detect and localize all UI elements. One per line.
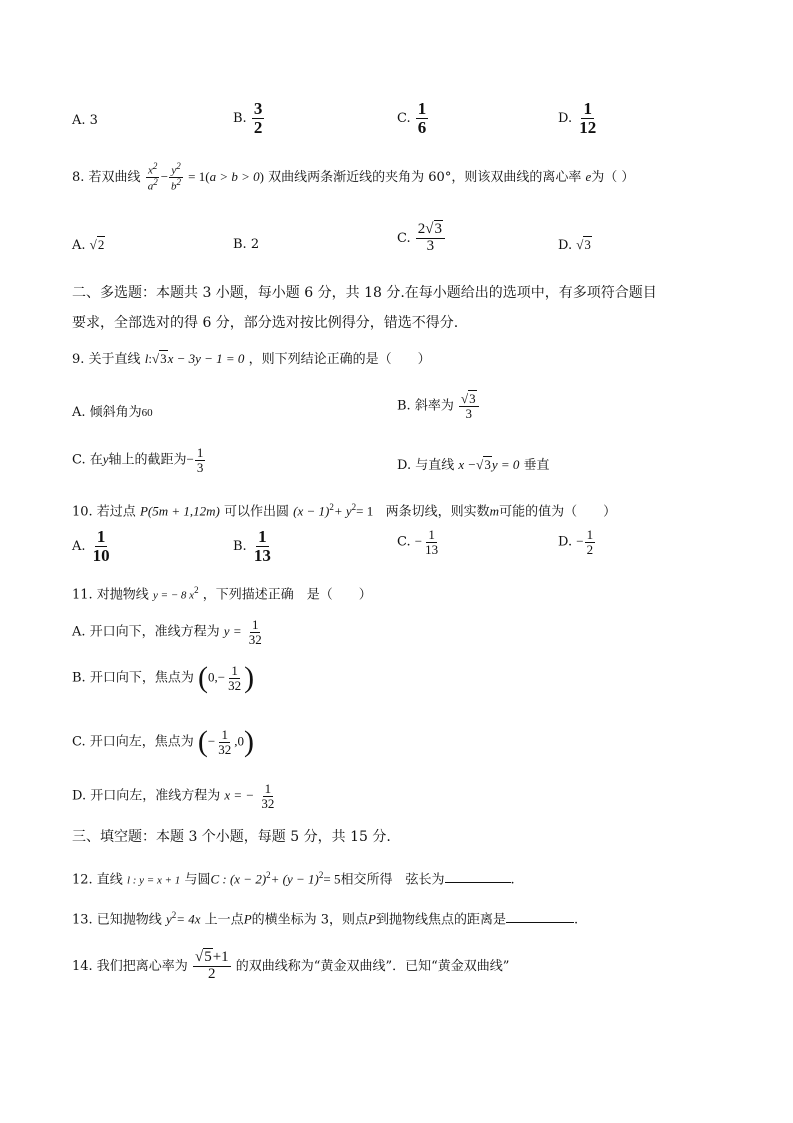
q8-option-c: C. $\frac{2√3}{3}$ xyxy=(397,222,446,255)
q8-option-d: D. √3 xyxy=(558,237,591,253)
q13-answer-blank[interactable] xyxy=(506,922,574,923)
q9-option-c: C. 在y轴上的截距为− $\frac{1}{3}$ xyxy=(72,445,204,475)
q7-option-d: D. $\frac{1}{12}$ xyxy=(558,99,597,137)
q7-option-b: B. $\frac{3}{2}$ xyxy=(233,99,263,137)
q10-option-d: D. − $\frac{1}{2}$ xyxy=(558,527,594,557)
q9-option-d: D. 与直线 x −√3y = 0 垂直 xyxy=(397,457,550,473)
q11-option-d: D. 开口向左，准线方程为 x = − $\frac{1}{32}$ xyxy=(72,781,275,811)
section-multi-choice-line1: 二、多选题：本题共 3 小题，每小题 6 分，共 18 分.在每小题给出的选项中，有多项符合题目 xyxy=(72,285,657,301)
q12-stem: 12. 直线 l : y = x + 1 与圆C : $(x - 2)^2+ (y - 1)^2= 5$相交所得 弦长为 . xyxy=(72,870,515,888)
section-multi-choice-line2: 要求，全部选对的得 6 分，部分选对按比例得分，错选不得分. xyxy=(72,315,459,331)
q10-option-b: B. $\frac{1}{13}$ xyxy=(233,527,271,565)
q11-option-b: B. 开口向下，焦点为 (0,− $\frac{1}{32}$ ) xyxy=(72,661,255,695)
section-fill-blank: 三、填空题：本题 3 个小题，每题 5 分，共 15 分. xyxy=(72,829,391,845)
q10-option-c: C. − $\frac{1}{13}$ xyxy=(397,527,439,557)
q11-option-c: C. 开口向左，焦点为 (− $\frac{1}{32}$ ,0) xyxy=(72,725,254,759)
q8-option-b: B. 2 xyxy=(233,237,260,252)
q11-option-a: A. 开口向下，准线方程为 y = $\frac{1}{32}$ xyxy=(72,617,262,647)
q10-option-a: A. $\frac{1}{10}$ xyxy=(72,527,110,565)
q8-stem: 8. 若双曲线 $\frac{x^2}{a^2}$ − $\frac{y^2}{b^2}$ = 1(a > b > 0) 双曲线两条渐近线的夹角为 60°，则该双曲线的离心率 e为（ ） xyxy=(72,161,635,193)
q11-stem: 11. 对抛物线 y = − 8 $x^2$ ，下列描述正确 是（ ） xyxy=(72,585,372,603)
q13-stem: 13. 已知抛物线 $y^2= 4x$ 上一点P的横坐标为 3，则点P到抛物线焦点的距离是 . xyxy=(72,910,579,928)
q14-stem: 14. 我们把离心率为 $\frac{√5+1}{2}$ 的双曲线称为“黄金双曲线”．已知“黄金双曲线” xyxy=(72,949,510,982)
q9-option-b: B. 斜率为 $\frac{√3}{3}$ xyxy=(397,392,480,420)
q12-answer-blank[interactable] xyxy=(445,882,511,883)
q9-stem: 9. 关于直线 l:√3x − 3y − 1 = 0 ，则下列结论正确的是（ ） xyxy=(72,351,431,367)
q8-option-a: A. √2 xyxy=(72,237,105,253)
q10-stem: 10. 若过点 P(5m + 1,12m) 可以作出圆 $(x - 1)^2+ y^2= 1$ 两条切线，则实数m可能的值为（ ） xyxy=(72,502,617,520)
q9-option-a: A. 倾斜角为60 xyxy=(72,405,153,420)
q7-option-a: A. 3 xyxy=(72,113,98,128)
q7-option-c: C. $\frac{1}{6}$ xyxy=(397,99,427,137)
